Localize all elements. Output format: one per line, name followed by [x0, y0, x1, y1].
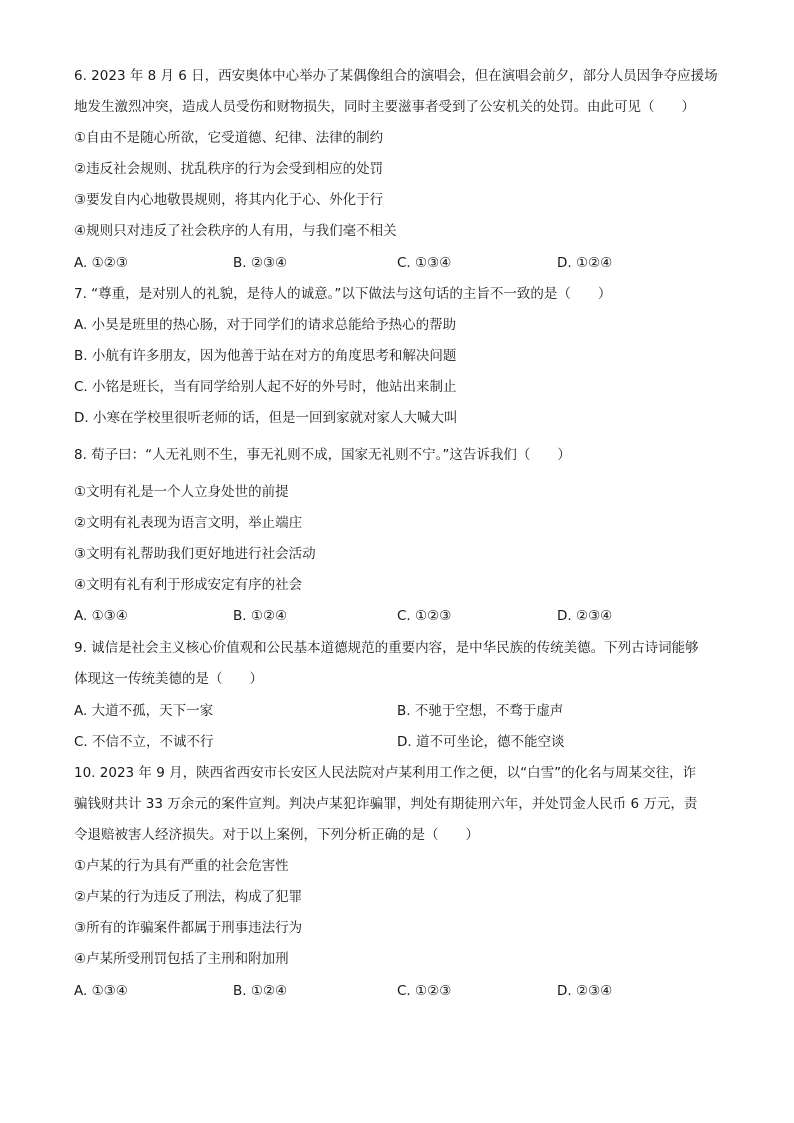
q10-statement-2: ②卢某的行为违反了刑法，构成了犯罪 — [74, 889, 303, 905]
q7-option-d: D. 小寒在学校里很听老师的话，但是一回到家就对家人大喊大叫 — [74, 410, 458, 426]
q7-option-a: A. 小昊是班里的热心肠，对于同学们的请求总能给予热心的帮助 — [74, 317, 457, 333]
q10-option-b: B. ①②④ — [233, 983, 288, 999]
q6-statement-3: ③要发自内心地敬畏规则，将其内化于心、外化于行 — [74, 192, 384, 208]
q8-option-c: C. ①②③ — [397, 608, 452, 624]
q8-statement-3: ③文明有礼帮助我们更好地进行社会活动 — [74, 546, 316, 562]
q10-stem-line1: 10. 2023 年 9 月，陕西省西安市长安区人民法院对卢某利用工作之便，以“白雪”的化名与周某交往，诈 — [74, 765, 697, 781]
q10-statement-1: ①卢某的行为具有严重的社会危害性 — [74, 858, 289, 874]
q9-option-c: C. 不信不立，不诚不行 — [74, 734, 214, 750]
q8-option-a: A. ①③④ — [74, 608, 128, 624]
q8-stem: 8. 荀子曰：“人无礼则不生，事无礼则不成，国家无礼则不宁。”这告诉我们（ ） — [74, 447, 571, 463]
q6-stem-line2: 地发生激烈冲突，造成人员受伤和财物损失，同时主要滋事者受到了公安机关的处罚。由此可见（ ） — [74, 99, 695, 115]
q8-option-b: B. ①②④ — [233, 608, 288, 624]
q7-stem: 7. “尊重，是对别人的礼貌，是待人的诚意。”以下做法与这句话的主旨不一致的是（ ） — [74, 286, 612, 302]
q10-stem-line3: 令退赔被害人经济损失。对于以上案例，下列分析正确的是（ ） — [74, 827, 479, 843]
q9-option-a: A. 大道不孤，天下一家 — [74, 703, 214, 719]
q10-option-d: D. ②③④ — [557, 983, 613, 999]
q10-stem-line2: 骗钱财共计 33 万余元的案件宣判。判决卢某犯诈骗罪，判处有期徒刑六年，并处罚金人民币 6 万元，责 — [74, 796, 698, 812]
q6-statement-4: ④规则只对违反了社会秩序的人有用，与我们毫不相关 — [74, 223, 397, 239]
q9-stem-line2: 体现这一传统美德的是（ ） — [74, 671, 263, 687]
q6-statement-1: ①自由不是随心所欲，它受道德、纪律、法律的制约 — [74, 130, 384, 146]
q7-option-b: B. 小航有许多朋友，因为他善于站在对方的角度思考和解决问题 — [74, 348, 457, 364]
q8-statement-4: ④文明有礼有利于形成安定有序的社会 — [74, 577, 303, 593]
q10-statement-4: ④卢某所受刑罚包括了主刑和附加刑 — [74, 951, 289, 967]
q9-option-d: D. 道不可坐论，德不能空谈 — [397, 734, 565, 750]
q6-option-a: A. ①②③ — [74, 255, 128, 271]
q9-stem-line1: 9. 诚信是社会主义核心价值观和公民基本道德规范的重要内容，是中华民族的传统美德。下列古诗词能够 — [74, 640, 699, 656]
q7-option-c: C. 小铭是班长，当有同学给别人起不好的外号时，他站出来制止 — [74, 379, 457, 395]
q8-option-d: D. ②③④ — [557, 608, 613, 624]
q8-statement-1: ①文明有礼是一个人立身处世的前提 — [74, 484, 289, 500]
q6-statement-2: ②违反社会规则、扰乱秩序的行为会受到相应的处罚 — [74, 161, 384, 177]
q6-option-d: D. ①②④ — [557, 255, 613, 271]
q10-option-a: A. ①③④ — [74, 983, 128, 999]
q6-option-b: B. ②③④ — [233, 255, 288, 271]
q6-option-c: C. ①③④ — [397, 255, 452, 271]
q6-stem-line1: 6. 2023 年 8 月 6 日，西安奥体中心举办了某偶像组合的演唱会，但在演唱会前夕，部分人员因争夺应援场 — [74, 68, 718, 84]
q10-option-c: C. ①②③ — [397, 983, 452, 999]
q9-option-b: B. 不驰于空想，不骛于虚声 — [397, 703, 564, 719]
q8-statement-2: ②文明有礼表现为语言文明，举止端庄 — [74, 515, 303, 531]
q10-statement-3: ③所有的诈骗案件都属于刑事违法行为 — [74, 920, 303, 936]
